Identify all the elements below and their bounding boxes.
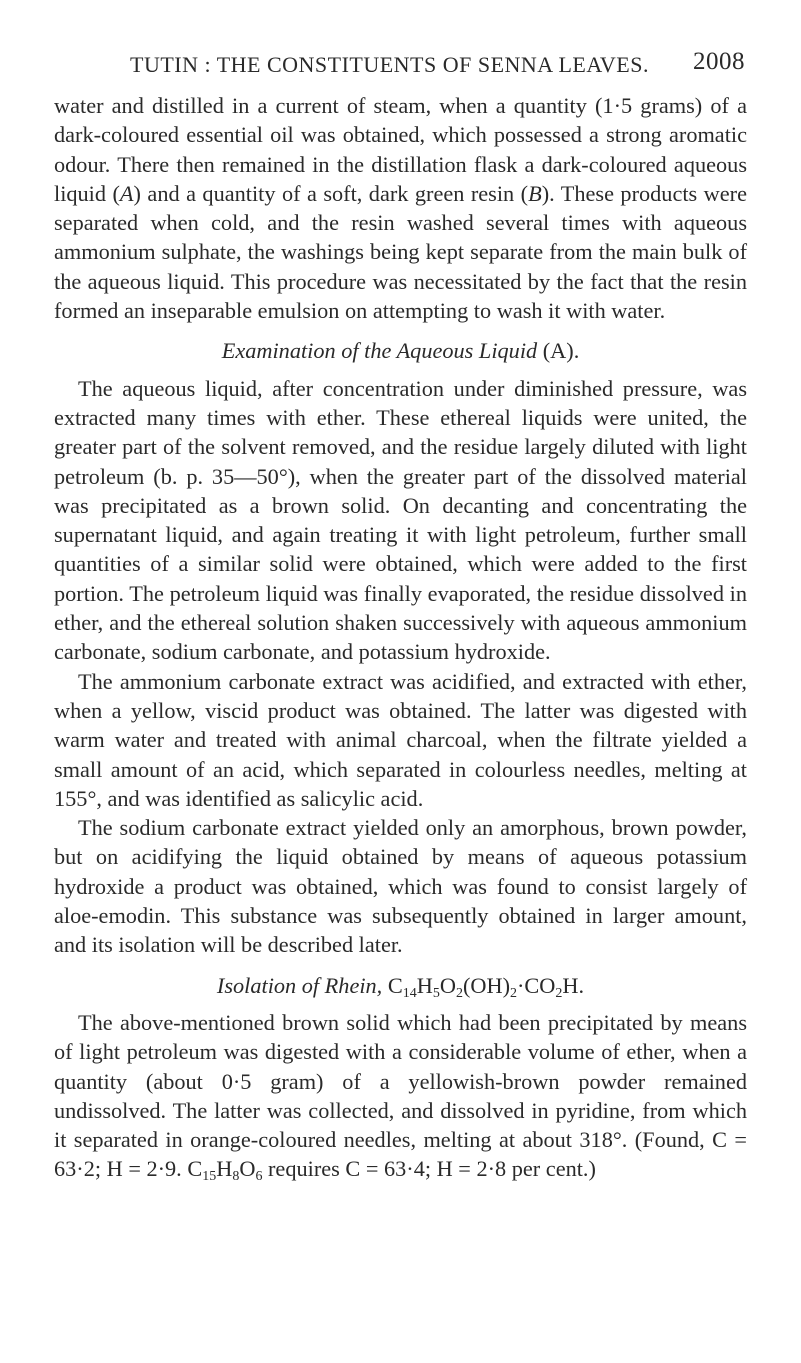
para5-text-2: H	[216, 1156, 233, 1182]
paragraph-rhein-isolation	[54, 1008, 747, 1184]
paragraph-ammonium-carbonate: The ammonium carbonate extract was acidified, and extracted with ether, when a yellow, viscid product was obtained. The latter was digested with warm water and treated with animal charcoal, when the filtrate yielded a small amount of an acid, which separated in colourless needles, melting at 155°, and was identified as salicylic acid.	[54, 668, 747, 811]
formula-part: O	[439, 972, 456, 998]
formula-subscript: 8	[232, 1169, 240, 1185]
resin-b-label: B	[528, 180, 542, 206]
page-number: 2008	[693, 48, 745, 75]
paragraph-extraction: The aqueous liquid, after concentration under diminished pressure, was extracted many times with ether. These ethereal liquids were united, the greater part of the solvent removed, and the residue largely diluted with light petroleum (b. p. 35—50°), when the greater part of the dissolved material was precipitated as a brown solid. On decanting and concentrating the supernatant liquid, and again treating it with light petroleum, further small quantities of a similar solid were obtained, which were added to the first portion. The petroleum liquid was finally evaporated, the residue dissolved in ether, and the ethereal solution shaken successively with aqueous ammonium carbonate, sodium carbonate, and potassium hydroxide.	[54, 375, 747, 665]
running-title: TUTIN : THE CONSTITUENTS OF SENNA LEAVES.	[130, 52, 649, 77]
para1-text-1: water and distilled in a current of steam, when a quantity (1·5 grams) of a dark-coloured essential oil was obtained, which possessed a strong aromatic odour. There then remained in the distillation flask a dark-coloured aqueous liquid (	[54, 93, 747, 206]
formula-subscript: 2	[510, 985, 517, 1001]
formula-subscript: 14	[402, 985, 417, 1001]
formula-subscript: 15	[202, 1169, 217, 1185]
formula-subscript: 6	[255, 1169, 263, 1185]
formula-part: H	[416, 972, 433, 998]
formula-part: (OH)	[462, 972, 510, 998]
para5-text-3: O	[239, 1156, 256, 1182]
formula-part: H.	[562, 972, 585, 998]
para1-text-2: ) and a quantity of a soft, dark green resin (	[133, 180, 529, 206]
formula-subscript: 2	[555, 985, 563, 1001]
para5-text-1: The above-mentioned brown solid which had been precipitated by means of light petroleum was digested with a considerable volume of ether, when a quantity (about 0·5 gram) of a yellowish-brown powder remained undissolved. The latter was collected, and dissolved in pyridine, from which it separated in orange-coloured needles, melting at about 318°. (Found, C = 63·2; H = 2·9. C	[54, 1009, 747, 1182]
formula-part: C	[382, 972, 403, 998]
heading2-italic: Isolation of Rhein,	[216, 972, 383, 998]
liquid-a-label: A	[119, 180, 134, 206]
formula-subscript: 5	[432, 985, 440, 1001]
para5-text-4: requires C = 63·4; H = 2·8 per cent.)	[262, 1156, 596, 1182]
paragraph-sodium-carbonate: The sodium carbonate extract yielded only an amorphous, brown powder, but on acidifying the liquid obtained by means of aqueous potassium hydroxide a product was obtained, which was found to consist largely of aloe-emodin. This substance was subsequently obtained in larger amount, and its isolation will be described later.	[54, 815, 747, 958]
heading1-tail: (A).	[537, 338, 580, 364]
formula-part: ·CO	[517, 972, 556, 998]
heading1-italic: Examination of the Aqueous Liquid	[221, 338, 538, 364]
section-heading-rhein	[54, 971, 747, 1000]
paragraph-continuation	[54, 91, 747, 325]
body-text	[54, 91, 747, 1184]
section-heading-aqueous-liquid	[54, 336, 747, 365]
para1-text-3: ). These products were separated when cold, and the resin washed several times with aqueous ammonium sulphate, the washings being kept separate from the main bulk of the aqueous liquid. This procedure was necessitated by the fact that the resin formed an inseparable emulsion on attempting to wash it with water.	[54, 180, 747, 324]
formula-subscript: 2	[455, 985, 463, 1001]
